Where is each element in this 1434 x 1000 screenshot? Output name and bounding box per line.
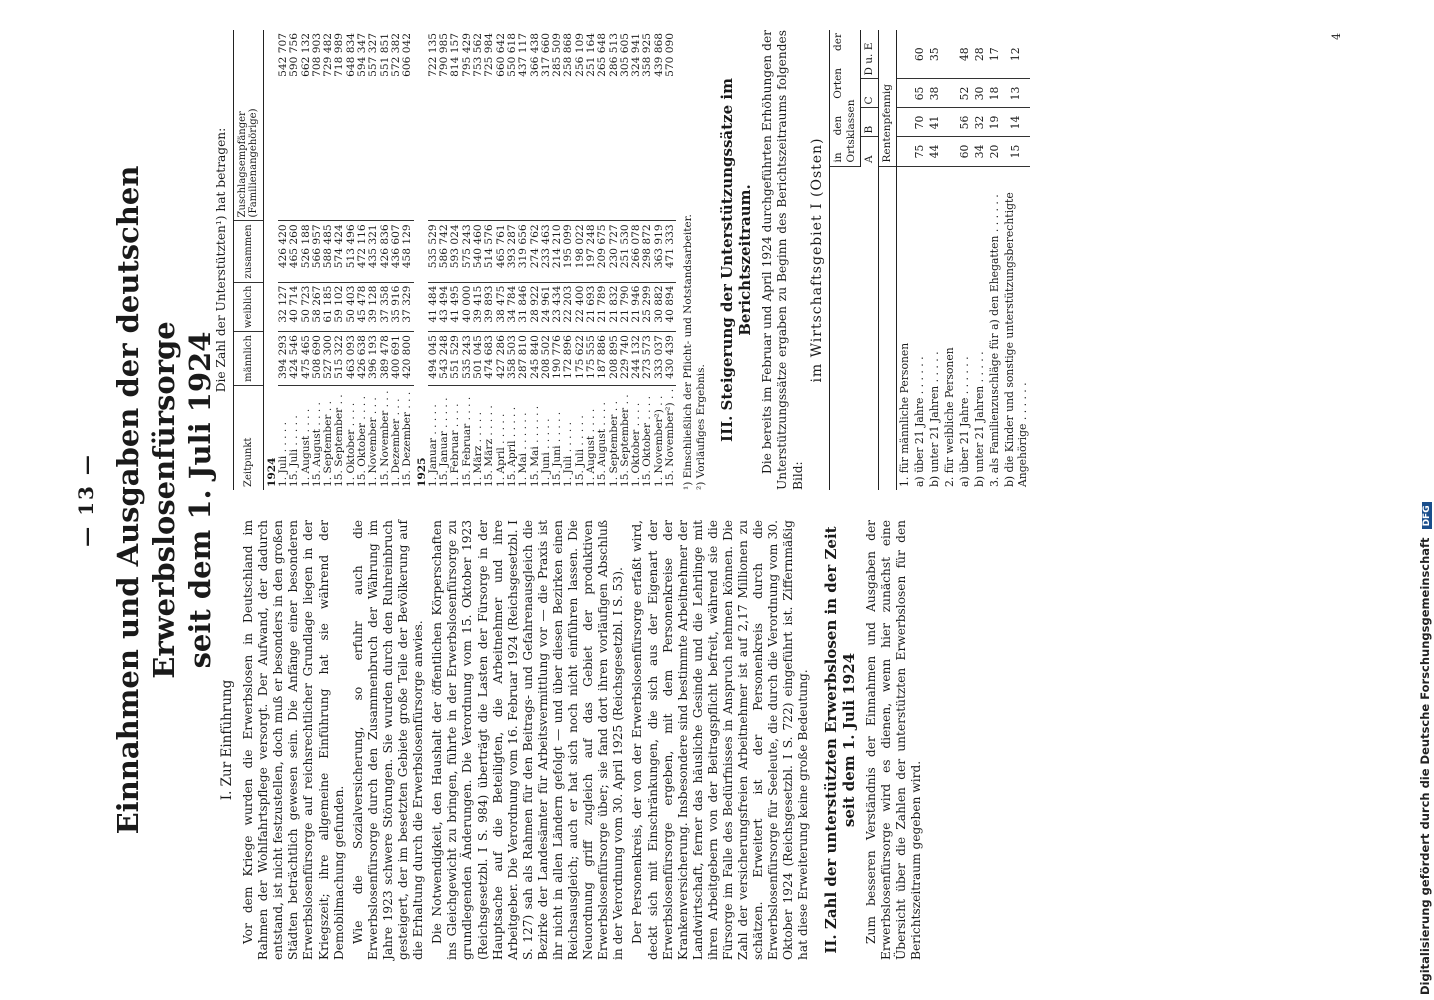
cell-z: 458 129 xyxy=(402,221,413,282)
cell-m: 427 286 xyxy=(496,332,507,386)
intro-paragraph-3: Die Notwendigkeit, den Haushalt der öffentlichen Körperschaften ins Gleichgewicht zu bringen, führte in der Erwerbslosenfürsorge zu grundlegenden Änderungen. Die Verordnung vom 15. Oktober 1923 (Reichsgesetzbl. I S. 984) überträgt die Lasten der Fürsorge in der Hauptsache auf die Beteiligten, die Arbeitnehmer und ihre Arbeitgeber. Die Verordnung vom 16. Februar 1924 (Reichsgesetzbl. I S. 127) sah als Rahmen für den Beitrags- und Gefahrenausgleich die Bezirke der Landesämter für Arbeitsvermittlung vor — die Praxis ist ihr nicht in allen Ländern gefolgt — und über diesen Bezirken einen Reichsausgleich; auch er hat sich noch nicht einführen lassen. Die Neuordnung griff zugleich auf das Gebiet der produktiven Erwerbslosenfürsorge über; sie fand dort ihren vorläufigen Abschluß in der Verordnung vom 30. April 1925 (Reichsgesetzbl. I S. 53). xyxy=(430,520,626,960)
cell-w: 37 358 xyxy=(380,282,391,332)
cell-label: 15. Oktober . . . . xyxy=(641,395,654,487)
cell-m: 475 465 xyxy=(301,332,312,386)
table-row xyxy=(957,30,972,490)
cell-label: 1. Oktober . . . . xyxy=(344,402,357,487)
cell-m: 208 502 xyxy=(541,332,552,386)
cell-label: 15. Juli . . . . . xyxy=(288,415,301,487)
cell-label: 1. Juli . . . . . xyxy=(562,422,575,487)
rate-value: 48 xyxy=(957,30,972,79)
rate-label: 3. als Familienzuschläge für a) den Ehegatten . . . . . . xyxy=(987,194,1001,487)
unterstuetzte-header-4: Zuschlagsempfänger (Familienangehörige) xyxy=(234,30,264,221)
cell-f: 251 164 xyxy=(586,30,597,221)
cell-label: 1. Oktober . . . . xyxy=(630,402,643,487)
cell-z: 214 210 xyxy=(552,221,563,282)
cell-w: 59 102 xyxy=(334,282,345,332)
cell-w: 28 922 xyxy=(530,282,541,332)
page-number: — 13 — xyxy=(74,453,98,547)
cell-z: 471 333 xyxy=(665,221,676,282)
table-row xyxy=(414,30,428,490)
cell-label: 15. August . . . . xyxy=(596,402,609,487)
cell-label: 1. April . . . . . xyxy=(494,413,507,487)
cell-z: 319 656 xyxy=(518,221,529,282)
cell-f: 439 868 xyxy=(654,30,665,221)
unterstuetzte-header-1: männlich xyxy=(234,332,264,386)
zahl-paragraph-1: Zum besseren Verständnis der Einnahmen und Ausgaben der Erwerbslosenfürsorge wird es dienen, wenn hier zunächst eine Übersicht über die Zahlen der unterstützten Erwerbslosen für den Berichtszeitraum gegeben wird. xyxy=(863,520,923,960)
cell-z: 588 485 xyxy=(323,221,334,282)
rate-value: 65 xyxy=(912,79,927,108)
cell-label: 1. Februar . . . . xyxy=(449,403,462,487)
cell-label: 15. September . . xyxy=(618,394,631,487)
cell-z: 393 287 xyxy=(507,221,518,282)
unterstuetzte-header-3: zusammen xyxy=(234,221,264,282)
rate-value: 15 xyxy=(1002,137,1030,166)
cell-w: 41 484 xyxy=(428,282,439,332)
cell-w: 21 789 xyxy=(597,282,608,332)
cell-z: 274 762 xyxy=(530,221,541,282)
rate-label: b) die Kinder und sonstige unterstützungsberechtigte Angehörige . . . . . . xyxy=(1002,192,1029,487)
table-row xyxy=(597,30,608,490)
cell-f: 366 438 xyxy=(530,30,541,221)
cell-z: 363 919 xyxy=(654,221,665,282)
table-row xyxy=(987,30,1002,490)
cell-m: 463 093 xyxy=(346,332,357,386)
cell-z: 198 022 xyxy=(575,221,586,282)
cell-m: 175 555 xyxy=(586,332,597,386)
cell-m: 190 776 xyxy=(552,332,563,386)
cell-f: 265 648 xyxy=(597,30,608,221)
cell-m: 474 683 xyxy=(484,332,495,386)
cell-w: 40 000 xyxy=(462,282,473,332)
rate-value: 30 xyxy=(972,79,987,108)
cell-m: 430 439 xyxy=(665,332,676,386)
cell-m: 515 322 xyxy=(334,332,345,386)
table-row xyxy=(896,30,912,490)
cell-m: 244 132 xyxy=(631,332,642,386)
cell-z: 298 872 xyxy=(642,221,653,282)
cell-label: 15. September . . xyxy=(333,394,346,487)
cell-f: 286 513 xyxy=(609,30,620,221)
cell-w: 45 478 xyxy=(357,282,368,332)
unterstuetzte-header-0: Zeitpunkt xyxy=(234,385,264,490)
table-row xyxy=(368,30,379,490)
rate-value: 41 xyxy=(927,108,942,137)
ortsklasse-header-0: A xyxy=(860,137,878,166)
cell-z: 574 424 xyxy=(334,221,345,282)
cell-w: 39 128 xyxy=(368,282,379,332)
cell-f: 648 834 xyxy=(346,30,357,221)
cell-z: 230 727 xyxy=(609,221,620,282)
cell-m: 501 045 xyxy=(473,332,484,386)
cell-f: 570 090 xyxy=(665,30,676,221)
cell-label: 1. Juli . . . . . xyxy=(276,422,289,487)
table-row xyxy=(402,30,413,490)
rate-value xyxy=(896,79,912,108)
cell-w: 23 434 xyxy=(552,282,563,332)
rate-value: 19 xyxy=(987,108,1002,137)
cell-label: 15. Dezember . . . xyxy=(401,391,414,487)
cell-z: 593 024 xyxy=(450,221,461,282)
cell-m: 494 045 xyxy=(428,332,439,386)
year-label: 1925 xyxy=(415,457,428,487)
steigerung-heading: III. Steigerung der Unterstützungssätze im Berichtszeitraum. xyxy=(718,78,755,442)
cell-label: 15. August . . . . xyxy=(310,402,323,487)
intro-paragraph-4: Der Personenkreis, der von der Erwerbslosenfürsorge erfaßt wird, deckt sich mit Einschränkungen, die sich aus der Eigenart der Erwerbslosenfürsorge ergeben, mit dem Personenkreise der Krankenversicherung. Insbesondere sind bestimmte Arbeitnehmer der Landwirtschaft, ferner das häusliche Gesinde und die Lehrlinge mit ihren Arbeitgebern von der Beitragspflicht befreit, während sie die Fürsorge im Falle des Bedürfnisses in Anspruch nehmen können. Die Zahl der versicherungsfreien Arbeitnehmer ist auf 2,17 Millionen zu schätzen. Erweitert ist der Personenkreis durch die Erwerbslosenfürsorge für Seeleute, die durch die Verordnung vom 30. Oktober 1924 (Reichsgesetzbl. I S. 722) eingeführt ist. Ziffernmäßig hat diese Erweiterung keine große Bedeutung. xyxy=(630,520,811,960)
cell-m: 333 037 xyxy=(654,332,665,386)
cell-label: 1. November . . . xyxy=(367,397,380,487)
unterstuetzte-table xyxy=(233,30,676,490)
rate-value xyxy=(942,108,957,137)
cell-w: 21 790 xyxy=(620,282,631,332)
cell-f: 572 382 xyxy=(391,30,402,221)
saetze-table xyxy=(829,30,1030,490)
cell-w: 41 495 xyxy=(450,282,461,332)
cell-w: 21 832 xyxy=(609,282,620,332)
cell-z: 426 420 xyxy=(278,221,289,282)
cell-m: 424 546 xyxy=(289,332,300,386)
right-column xyxy=(210,30,1030,490)
cell-z: 209 675 xyxy=(597,221,608,282)
cell-label: 15. November²) . . xyxy=(664,388,677,487)
cell-m: 396 193 xyxy=(368,332,379,386)
rate-value: 52 xyxy=(957,79,972,108)
table-row xyxy=(289,30,300,490)
cell-f: 437 117 xyxy=(518,30,529,221)
cell-z: 465 260 xyxy=(289,221,300,282)
cell-z: 233 463 xyxy=(541,221,552,282)
cell-w: 24 961 xyxy=(541,282,552,332)
cell-f: 718 989 xyxy=(334,30,345,221)
cell-m: 208 895 xyxy=(609,332,620,386)
cell-w: 32 127 xyxy=(278,282,289,332)
rate-value xyxy=(896,108,912,137)
cell-m: 508 690 xyxy=(312,332,323,386)
digitization-note xyxy=(1418,5,1434,995)
saetze-unit: Rentenpfennig xyxy=(878,30,896,166)
cell-f: 542 707 xyxy=(278,30,289,221)
cell-label: 1. Mai . . . . . . xyxy=(517,412,530,487)
cell-label: 15. Juli . . . . . xyxy=(573,415,586,487)
cell-w: 43 494 xyxy=(439,282,450,332)
rate-value: 12 xyxy=(1002,30,1030,79)
cell-z: 472 116 xyxy=(357,221,368,282)
cell-label: 15. November . . . xyxy=(378,390,391,487)
cell-m: 389 478 xyxy=(380,332,391,386)
rate-value xyxy=(896,30,912,79)
title-line-2: seit dem 1. Juli 1924 xyxy=(183,331,217,669)
cell-f: 725 984 xyxy=(484,30,495,221)
cell-label: 1. September . . xyxy=(322,401,335,487)
cell-w: 38 475 xyxy=(496,282,507,332)
rate-value: 20 xyxy=(987,137,1002,166)
cell-f: 324 941 xyxy=(631,30,642,221)
cell-z: 526 188 xyxy=(301,221,312,282)
cell-m: 175 622 xyxy=(575,332,586,386)
ortsklasse-header-3: D u. E xyxy=(860,30,878,79)
cell-w: 22 400 xyxy=(575,282,586,332)
cell-m: 273 573 xyxy=(642,332,653,386)
rate-label: b) unter 21 Jahren . . . . . xyxy=(972,351,986,487)
rate-value: 56 xyxy=(957,108,972,137)
rate-label: a) über 21 Jahre . . . . . . xyxy=(957,356,971,487)
cell-w: 39 415 xyxy=(473,282,484,332)
cell-label: 1. August . . . . xyxy=(585,408,597,487)
cell-w: 21 946 xyxy=(631,282,642,332)
cell-z: 195 099 xyxy=(563,221,574,282)
rate-value: 35 xyxy=(927,30,942,79)
cell-f: 557 327 xyxy=(368,30,379,221)
cell-f: 258 868 xyxy=(563,30,574,221)
cell-f: 358 925 xyxy=(642,30,653,221)
cell-m: 187 886 xyxy=(597,332,608,386)
cell-w: 37 329 xyxy=(402,282,413,332)
cell-z: 251 530 xyxy=(620,221,631,282)
cell-f: 551 851 xyxy=(380,30,391,221)
table-row xyxy=(263,30,278,490)
steigerung-paragraph-1: Die bereits im Februar und April 1924 durchgeführten Erhöhungen der Unterstützungssätze ergaben zu Beginn des Berichtszeitraums folgendes Bild: xyxy=(760,30,805,490)
table-row xyxy=(563,30,574,490)
rate-value: 38 xyxy=(927,79,942,108)
cell-label: 15. März . . . . . xyxy=(483,405,496,487)
cell-f: 594 347 xyxy=(357,30,368,221)
cell-f: 753 562 xyxy=(473,30,484,221)
cell-m: 394 293 xyxy=(278,332,289,386)
rate-value xyxy=(942,30,957,79)
cell-label: 15. Oktober . . . . xyxy=(356,395,369,487)
cell-f: 708 903 xyxy=(312,30,323,221)
rate-value: 32 xyxy=(972,108,987,137)
page-title xyxy=(110,20,218,980)
page-marker: 4 xyxy=(1330,33,1343,40)
table-row xyxy=(484,30,495,490)
cell-z: 436 607 xyxy=(391,221,402,282)
cell-z: 514 576 xyxy=(484,221,495,282)
cell-w: 25 299 xyxy=(642,282,653,332)
rate-value: 70 xyxy=(912,108,927,137)
cell-f: 729 482 xyxy=(323,30,334,221)
rate-label: a) über 21 Jahre . . . . . . xyxy=(912,356,926,487)
cell-w: 50 723 xyxy=(301,282,312,332)
cell-w: 40 714 xyxy=(289,282,300,332)
rate-value: 18 xyxy=(987,79,1002,108)
unterstuetzte-header-2: weiblich xyxy=(234,282,264,332)
cell-label: 1. September . . xyxy=(607,401,620,487)
cell-w: 22 203 xyxy=(563,282,574,332)
table-row xyxy=(1002,30,1030,490)
cell-m: 245 840 xyxy=(530,332,541,386)
cell-label: 15. Januar . . . . . xyxy=(438,397,451,487)
rate-value xyxy=(942,79,957,108)
rate-value: 28 xyxy=(972,30,987,79)
cell-m: 287 810 xyxy=(518,332,529,386)
cell-f: 795 429 xyxy=(462,30,473,221)
cell-f: 285 509 xyxy=(552,30,563,221)
cell-m: 543 248 xyxy=(439,332,450,386)
cell-z: 465 761 xyxy=(496,221,507,282)
rate-value xyxy=(896,137,912,166)
cell-m: 527 300 xyxy=(323,332,334,386)
region-label: im Wirtschaftsgebiet I (Osten) xyxy=(808,137,825,383)
cell-w: 61 185 xyxy=(323,282,334,332)
cell-label: 15. Juni . . . . . xyxy=(551,411,564,487)
cell-f: 305 605 xyxy=(620,30,631,221)
digitization-note-text: Digitalisierung gefördert durch die Deutsche Forschungsgemeinschaft xyxy=(1418,537,1432,995)
cell-w: 30 882 xyxy=(654,282,665,332)
cell-f: 662 132 xyxy=(301,30,312,221)
cell-label: 1. März . . . . . xyxy=(472,412,485,487)
table-row xyxy=(665,30,676,490)
cell-z: 566 957 xyxy=(312,221,323,282)
cell-m: 229 740 xyxy=(620,332,631,386)
cell-m: 420 800 xyxy=(402,332,413,386)
rate-label: 1. für männliche Personen xyxy=(897,342,911,487)
cell-w: 21 693 xyxy=(586,282,597,332)
intro-paragraph-2: Wie die Sozialversicherung, so erfuhr auch die Erwerbslosenfürsorge durch den Zusammenbruch der Währung im Jahre 1923 schwere Störungen. Sie wurden durch den Ruhreinbruch gesteigert, der im besetzten Gebiete große Teile der Bevölkerung auf die Erhaltung durch die Erwerbslosenfürsorge anwies. xyxy=(350,520,426,960)
cell-z: 535 529 xyxy=(428,221,439,282)
ortsklasse-header-1: B xyxy=(860,108,878,137)
cell-label: 1. November²) . . xyxy=(652,395,665,487)
cell-z: 586 742 xyxy=(439,221,450,282)
dfg-logo: DFG xyxy=(1422,502,1432,529)
table-row xyxy=(972,30,987,490)
cell-z: 266 078 xyxy=(631,221,642,282)
table-footnotes xyxy=(682,30,708,490)
rate-value: 13 xyxy=(1002,79,1030,108)
rate-value: 34 xyxy=(972,137,987,166)
cell-z: 197 248 xyxy=(586,221,597,282)
cell-z: 513 496 xyxy=(346,221,357,282)
cell-m: 400 691 xyxy=(391,332,402,386)
cell-f: 814 157 xyxy=(450,30,461,221)
saetze-label-header xyxy=(829,166,878,490)
cell-w: 50 403 xyxy=(346,282,357,332)
cell-w: 58 267 xyxy=(312,282,323,332)
ortsklasse-header-2: C xyxy=(860,79,878,108)
cell-w: 31 846 xyxy=(518,282,529,332)
cell-label: 15. Mai . . . . . . xyxy=(528,405,541,487)
cell-label: 1. Juni . . . . . xyxy=(539,418,552,487)
cell-label: 15. Februar . . . . xyxy=(460,396,473,487)
cell-m: 172 896 xyxy=(563,332,574,386)
year-label: 1924 xyxy=(265,457,278,487)
cell-f: 590 756 xyxy=(289,30,300,221)
cell-m: 426 638 xyxy=(357,332,368,386)
cell-w: 34 784 xyxy=(507,282,518,332)
cell-f: 722 135 xyxy=(428,30,439,221)
table-row xyxy=(942,30,957,490)
cell-f: 550 618 xyxy=(507,30,518,221)
rate-value: 60 xyxy=(912,30,927,79)
cell-f: 256 109 xyxy=(575,30,586,221)
table-row xyxy=(518,30,529,490)
footnote-2: ²) Vorläufiges Ergebnis. xyxy=(695,364,708,490)
cell-z: 435 321 xyxy=(368,221,379,282)
cell-label: 1. Januar . . . . . xyxy=(426,404,439,487)
footnote-1: ¹) Einschließlich der Pflicht- und Notstandsarbeiter. xyxy=(682,214,695,490)
cell-label: 1. Dezember . . . xyxy=(389,398,402,487)
cell-f: 790 985 xyxy=(439,30,450,221)
cell-m: 551 529 xyxy=(450,332,461,386)
title-line-1: Einnahmen und Ausgaben der deutschen Erwerbslosenfürsorge xyxy=(111,165,181,835)
rate-value: 75 xyxy=(912,137,927,166)
zahl-heading: II. Zahl der unterstützten Erwerbslosen in der Zeit seit dem 1. Juli 1924 xyxy=(821,526,858,954)
rate-label: b) unter 21 Jahren . . . . . xyxy=(927,351,941,487)
rate-value: 17 xyxy=(987,30,1002,79)
rate-label: 2. für weibliche Personen xyxy=(942,347,956,487)
cell-z: 575 243 xyxy=(462,221,473,282)
rotated-page xyxy=(70,0,1360,1000)
left-column xyxy=(210,520,928,960)
cell-label: 15. April . . . . . xyxy=(505,406,518,487)
table-intro: Die Zahl der Unterstützten¹) hat betragen: xyxy=(214,127,228,393)
cell-z: 426 836 xyxy=(380,221,391,282)
table-row xyxy=(927,30,942,490)
cell-w: 40 894 xyxy=(665,282,676,332)
rate-value: 14 xyxy=(1002,108,1030,137)
cell-z: 540 460 xyxy=(473,221,484,282)
cell-w: 35 916 xyxy=(391,282,402,332)
intro-heading: I. Zur Einführung xyxy=(219,679,235,801)
table-row xyxy=(912,30,927,490)
saetze-group-header: in den Orten der Ortsklassen xyxy=(829,30,860,166)
cell-f: 660 642 xyxy=(496,30,507,221)
cell-f: 317 660 xyxy=(541,30,552,221)
intro-paragraph-1: Vor dem Kriege wurden die Erwerbslosen in Deutschland im Rahmen der Wohlfahrtspflege versorgt. Der Aufwand, der dadurch entstand, ist nicht festzustellen, doch muß er besonders in den großen Städten beträchtlich gewesen sein. Die Anfänge einer besonderen Erwerbslosenfürsorge auf reichsrechtlicher Grundlage liegen in der Kriegszeit; ihre allgemeine Einführung hat sie während der Demobilmachung gefunden. xyxy=(241,520,346,960)
cell-m: 535 243 xyxy=(462,332,473,386)
rate-value: 60 xyxy=(957,137,972,166)
cell-w: 39 893 xyxy=(484,282,495,332)
cell-f: 606 042 xyxy=(402,30,413,221)
rate-value xyxy=(942,137,957,166)
rate-value: 44 xyxy=(927,137,942,166)
cell-label: 1. August . . . . xyxy=(299,408,312,487)
cell-m: 358 503 xyxy=(507,332,518,386)
